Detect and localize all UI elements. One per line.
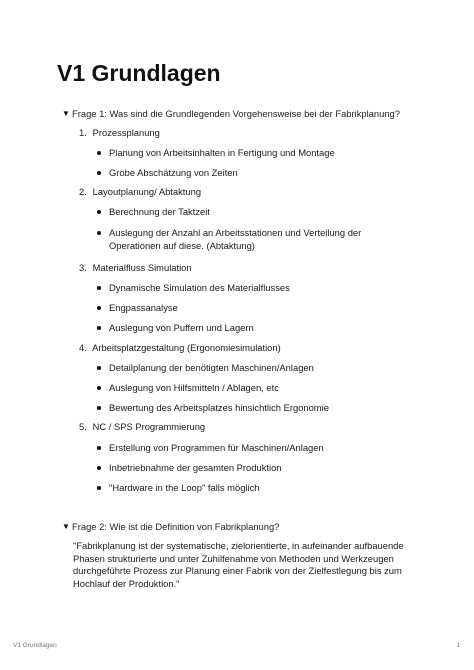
numbered-item-label: Arbeitsplatzgestaltung (Ergonomiesimulation): [92, 342, 281, 353]
bullet-text: Auslegung von Puffern und Lagern: [109, 322, 254, 333]
toggle-block-frage-2: [62, 520, 432, 589]
bullet-text: Planung von Arbeitsinhalten in Fertigung und Montage: [109, 147, 335, 158]
numbered-item-label: NC / SPS Programmierung: [92, 421, 206, 432]
bullet-item: [97, 321, 407, 334]
bullet-icon: [97, 386, 101, 390]
numbered-item: [79, 420, 205, 433]
bullet-icon: [97, 466, 101, 470]
list-number: 1.: [79, 127, 87, 138]
bullet-icon: [97, 171, 101, 175]
list-number: 4.: [79, 342, 87, 353]
bullet-icon: [97, 326, 101, 330]
bullet-icon: [97, 210, 101, 214]
toggle-title-frage-1: Frage 1: Was sind die Grundlegenden Vorgehensweise bei der Fabrikplanung?: [72, 108, 400, 119]
bullet-icon: [97, 231, 101, 235]
bullet-text: Auslegung von Hilfsmitteln / Ablagen, etc: [109, 382, 279, 393]
bullet-icon: [97, 366, 101, 370]
toggle-header-frage-2[interactable]: [62, 520, 432, 533]
numbered-item-label: Materialfluss Simulation: [92, 262, 192, 273]
bullet-text: Erstellung von Programmen für Maschinen/Anlagen: [109, 442, 324, 453]
bullet-item: [97, 441, 407, 454]
numbered-item: [79, 185, 201, 198]
numbered-item: [79, 341, 281, 354]
bullet-text: Detailplanung der benötigten Maschinen/Anlagen: [109, 362, 314, 373]
bullet-item: [97, 401, 407, 414]
bullet-text: Inbetriebnahme der gesamten Produktion: [109, 462, 282, 473]
bullet-item: [97, 226, 395, 252]
page-title: V1 Grundlagen: [57, 60, 221, 86]
toggle-title-frage-2: Frage 2: Wie ist die Definition von Fabrikplanung?: [72, 521, 280, 532]
bullet-icon: [97, 446, 101, 450]
numbered-item: [79, 261, 192, 274]
bullet-text: Bewertung des Arbeitsplatzes hinsichtlich Ergonomie: [109, 402, 329, 413]
list-number: 5.: [79, 421, 87, 432]
bullet-icon: [97, 486, 101, 490]
toggle-arrow-icon[interactable]: ▼: [62, 522, 70, 531]
bullet-text: Dynamische Simulation des Materialflusses: [109, 282, 290, 293]
numbered-item: [79, 126, 160, 139]
bullet-item: [97, 361, 407, 374]
bullet-text: Engpassanalyse: [109, 302, 178, 313]
toggle-block-frage-1: [62, 107, 432, 493]
bullet-text: Auslegung der Anzahl an Arbeitsstationen und Verteilung der Operationen auf diese. (Abtaktung): [109, 227, 362, 251]
bullet-item: [97, 481, 407, 494]
bullet-item: [97, 146, 407, 159]
bullet-item: [97, 205, 407, 218]
bullet-item: [97, 381, 407, 394]
bullet-item: [97, 281, 407, 294]
bullet-item: [97, 166, 407, 179]
bullet-text: Grobe Abschätzung von Zeiten: [109, 167, 238, 178]
list-number: 3.: [79, 262, 87, 273]
bullet-icon: [97, 406, 101, 410]
page-number: 1: [456, 642, 460, 649]
bullet-icon: [97, 306, 101, 310]
numbered-item-label: Layoutplanung/ Abtaktung: [92, 186, 202, 197]
toggle-header-frage-1[interactable]: [62, 107, 432, 120]
numbered-item-label: Prozessplanung: [92, 127, 160, 138]
bullet-item: [97, 301, 407, 314]
bullet-icon: [97, 151, 101, 155]
list-number: 2.: [79, 186, 87, 197]
answer-text: "Fabrikplanung ist der systematische, zielorientierte, in aufeinander aufbauende Phasen strukturierte und unter Zuhilfenahme von Methoden und Werkzeugen durchgeführte Prozess zur Planung einer Fabrik von der Zielfestlegung bis zum Hochlauf der Produktion.": [73, 540, 404, 589]
footer-title: V1 Grundlagen: [13, 642, 57, 649]
bullet-item: [97, 461, 407, 474]
bullet-text: Berechnung der Taktzeit: [109, 206, 210, 217]
toggle-arrow-icon[interactable]: ▼: [62, 109, 70, 118]
bullet-text: "Hardware in the Loop" falls möglich: [109, 482, 260, 493]
bullet-icon: [97, 286, 101, 290]
